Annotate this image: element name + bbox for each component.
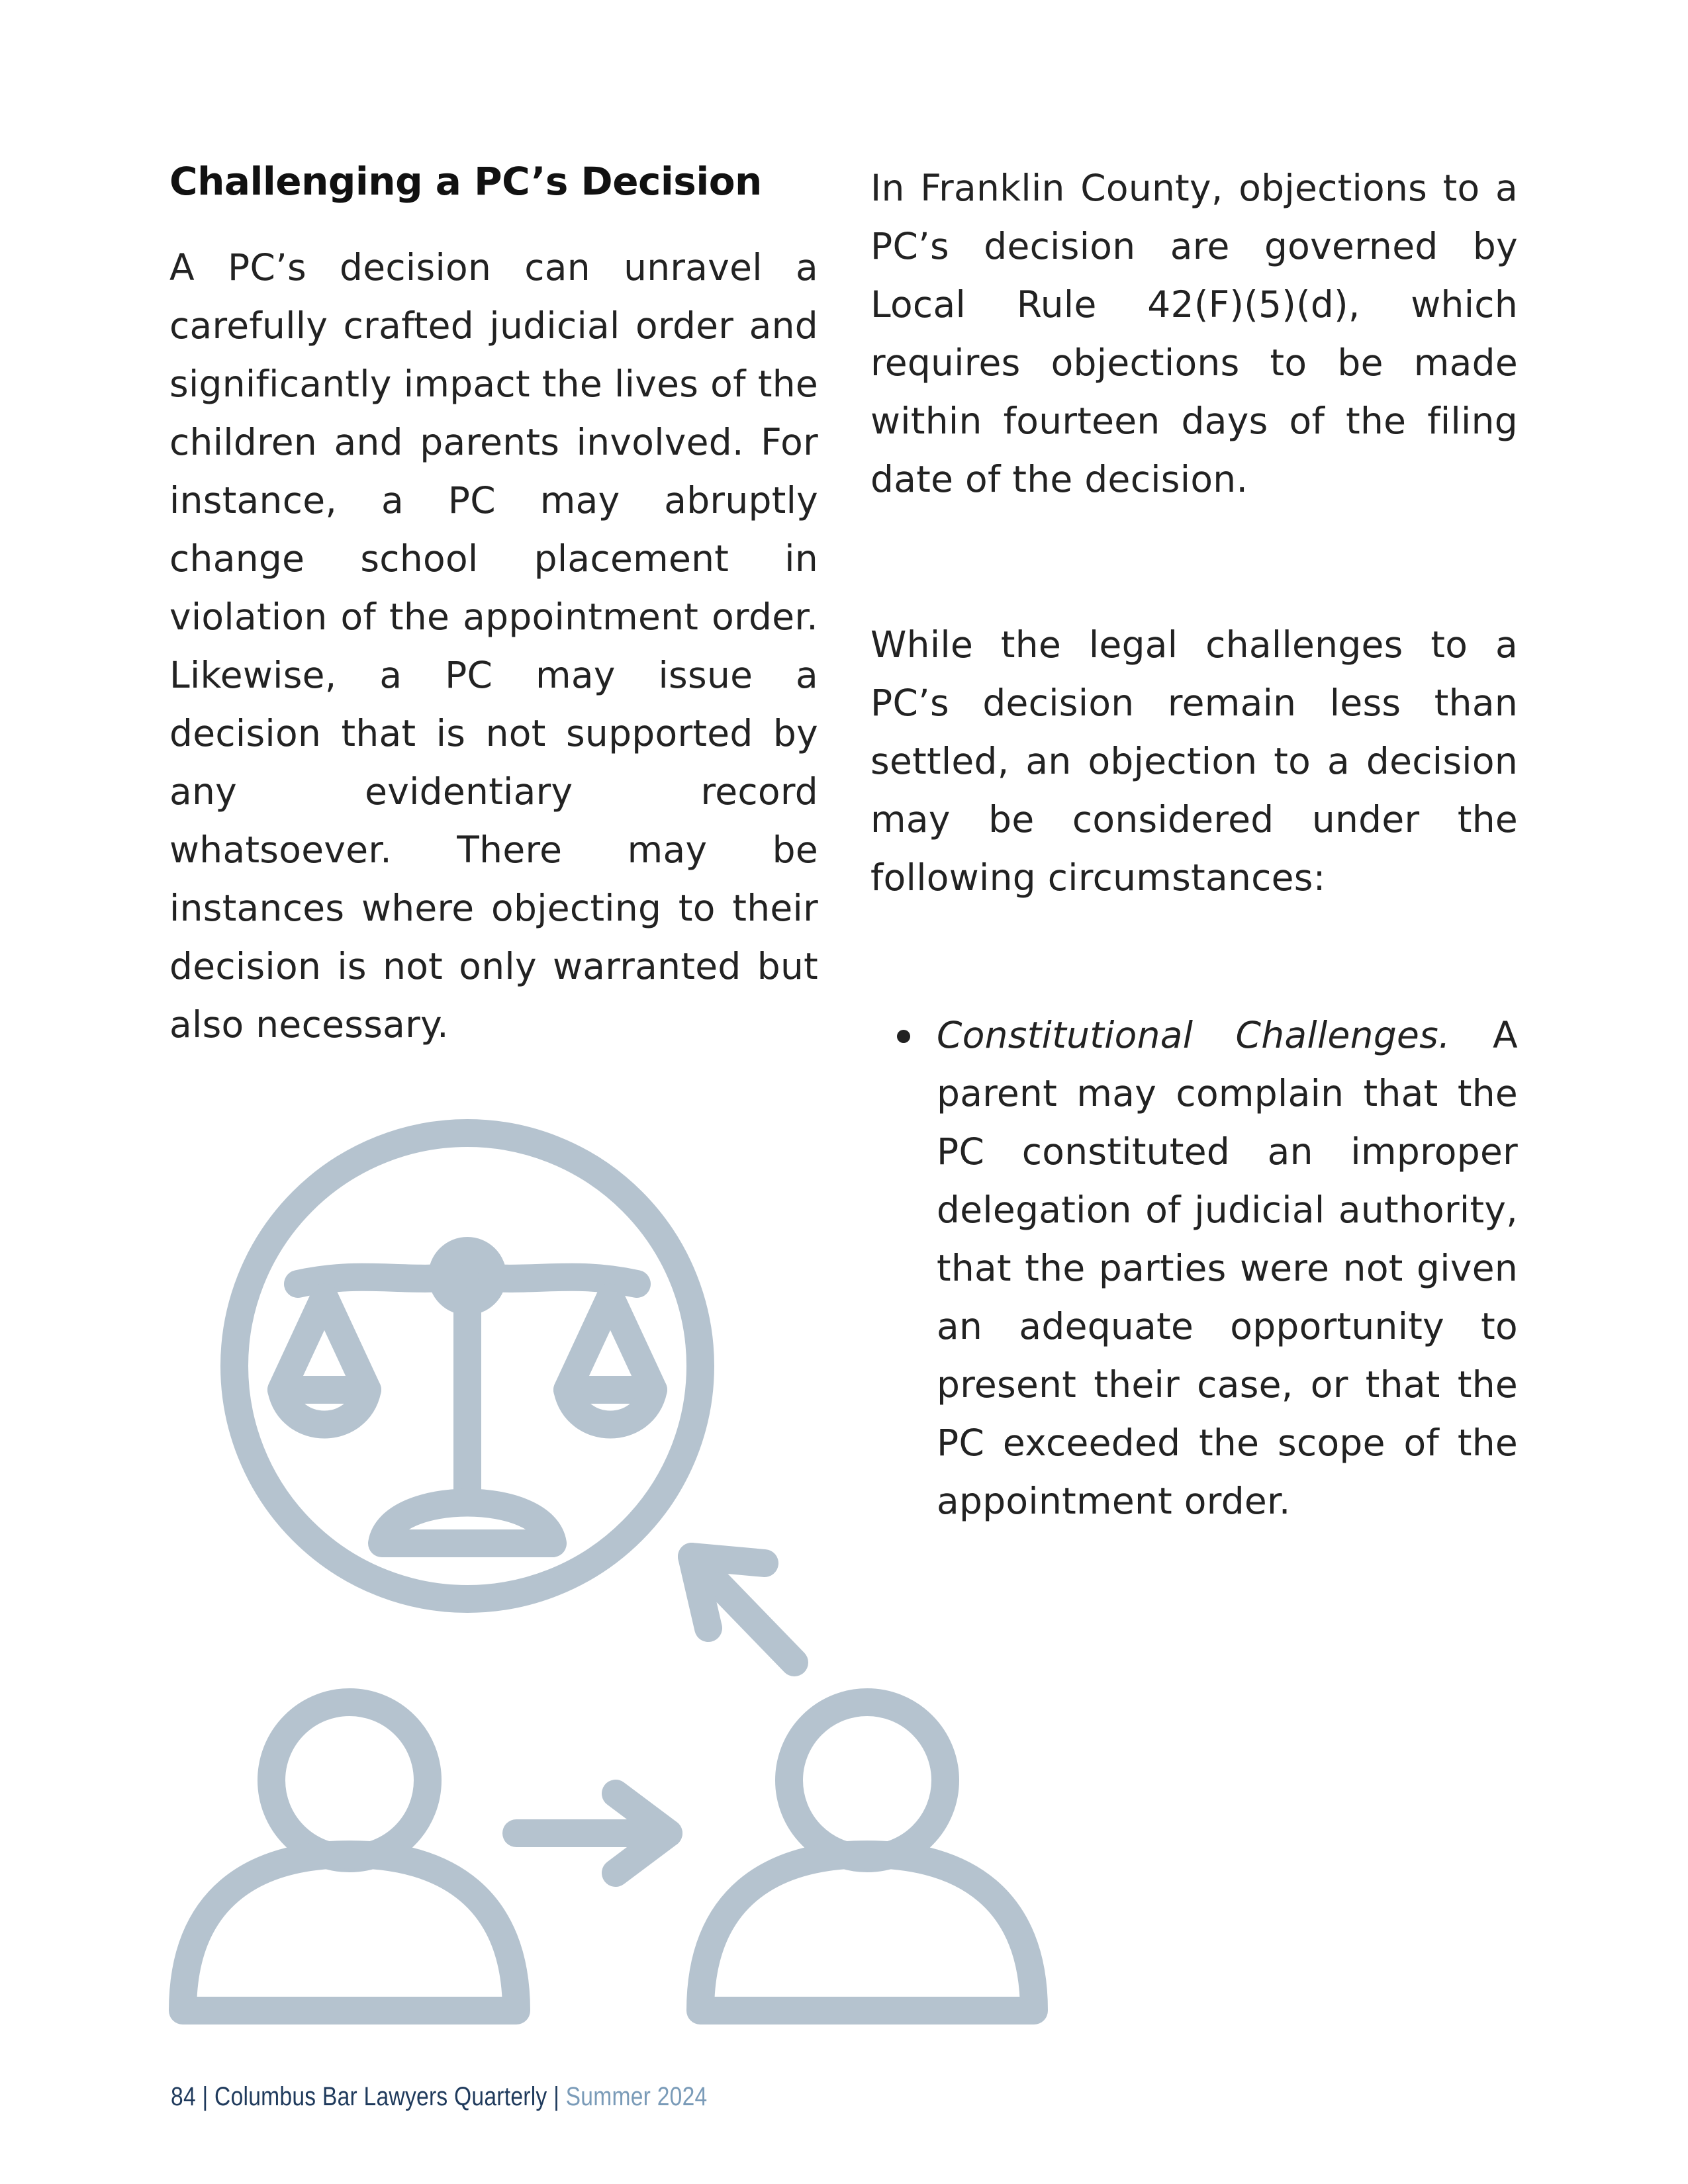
publication-name: Columbus Bar Lawyers Quarterly	[214, 2082, 547, 2111]
left-person-icon	[271, 1702, 428, 1858]
intro-paragraph: A PC’s decision can unravel a carefully crafted judicial order and significantly impact the lives of the children and parents involved. For instance, a PC may abruptly change school placement in violation of the appointment order. Likewise, a PC may issue a decision that is not supported by any evidentiary record whatsoever. There may be instances where objecting to their decision is not only warranted but also necessary.	[169, 246, 818, 1046]
page-number: 84	[171, 2082, 196, 2111]
circumstances-paragraph: While the legal challenges to a PC’s decision remain less than settled, an objection to a decision may be considered under the following circumstances:	[870, 623, 1518, 899]
list-item-text: A parent may complain that the PC constituted an improper delegation of judicial authority, that the parties were not given an adequate opportunity to present their case, or that the PC exceeded the scope of the appointment order.	[937, 1014, 1518, 1522]
scale-base-icon	[382, 1503, 553, 1544]
right-person-icon	[789, 1702, 945, 1858]
justice-scale-people-icon	[165, 1118, 1066, 2032]
paragraph-spacer	[870, 508, 1518, 615]
scale-beam-icon	[298, 1276, 637, 1284]
local-rule-paragraph: In Franklin County, objections to a PC’s decision are governed by Local Rule 42(F)(5)(d), which requires objections to be made within fourteen days of the filing date of the decision.	[870, 167, 1518, 500]
list-spacer	[870, 907, 1518, 1006]
issue-label: Summer 2024	[565, 2082, 708, 2111]
list-item-title: Constitutional Challenges.	[937, 1014, 1450, 1056]
left-pan-icon	[281, 1297, 367, 1390]
page-footer	[171, 2082, 707, 2112]
left-column	[169, 159, 818, 1054]
right-pan-icon	[567, 1297, 653, 1390]
bullet-icon	[897, 1030, 910, 1043]
footer-separator: |	[553, 2082, 560, 2111]
footer-separator: |	[202, 2082, 209, 2111]
section-heading: Challenging a PC’s Decision	[169, 159, 762, 204]
